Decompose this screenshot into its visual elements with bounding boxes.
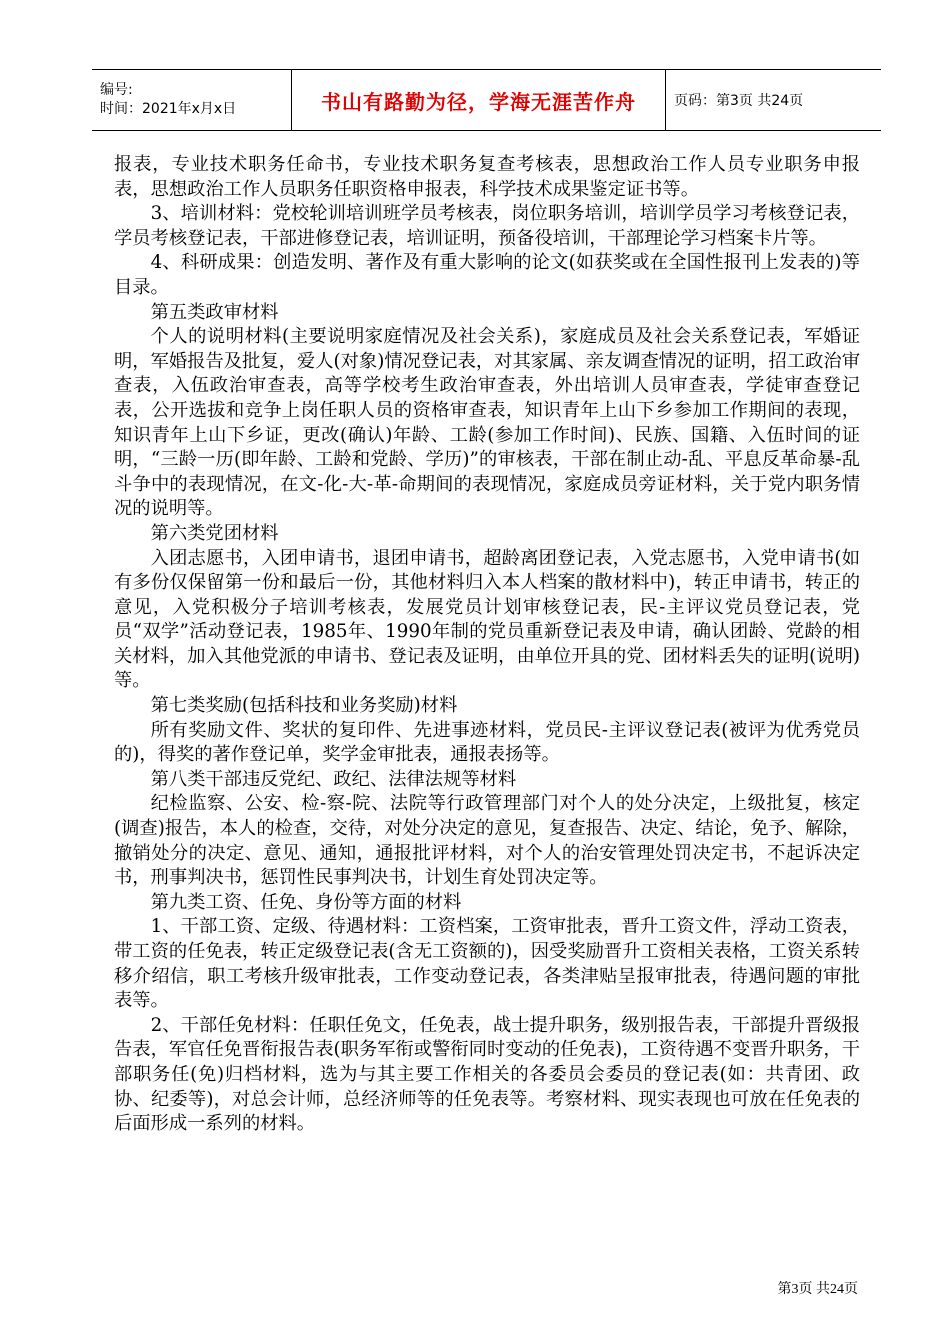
section-heading: 第六类党团材料 <box>150 522 279 544</box>
header-page-info: 页码：第3页 共24页 <box>674 93 804 109</box>
document-time-label: 时间：2021年x月x日 <box>100 101 237 117</box>
page-footer: 第3页 共24页 <box>777 1282 858 1297</box>
document-body <box>114 153 860 1137</box>
section-heading: 第七类奖励(包括科技和业务奖励)材料 <box>150 695 458 717</box>
paragraph: 所有奖励文件、奖状的复印件、先进事迹材料，党员民-主评议登记表(被评为优秀党员的)，得奖的著作登记单，奖学金审批表，通报表扬等。 <box>114 719 860 766</box>
section-heading: 第八类干部违反党纪、政纪、法律法规等材料 <box>150 768 517 790</box>
paragraph: 4、科研成果：创造发明、著作及有重大影响的论文(如获奖或在全国性报刊上发表的)等目录。 <box>114 252 860 298</box>
paragraph: 个人的说明材料(主要说明家庭情况及社会关系)，家庭成员及社会关系登记表，军婚证明，军婚报告及批复，爱人(对象)情况登记表，对其家属、亲友调查情况的证明，招工政治审查表，入伍政治审查表，高等学校考生政治审查表，外出培训人员审查表，学徒审查登记表，公开选拔和竞争上岗任职人员的资格审查表，知识青年上山下乡参加工作期间的表现，知识青年上山下乡证，更改(确认)年龄、工龄(参加工作时间)、民族、国籍、入伍时间的证明，“三龄一历(即年龄、工龄和党龄、学历)”的审核表，干部在制止动-乱、平息反革命暴-乱斗争中的表现情况，在文-化-大-革-命期间的表现情况，家庭成员旁证材料，关于党内职务情况的说明等。 <box>114 326 860 520</box>
header-meta <box>92 70 292 130</box>
paragraph: 2、干部任免材料：任职任免文，任免表，战士提升职务，级别报告表，干部提升晋级报告表，军官任免晋衔报告表(职务军衔或警衔同时变动的任免表)，工资待遇不变晋升职务，干部职务任(免)归档材料，选为与其主要工作相关的各委员会委员的登记表(如：共青团、政协、纪委等)，对总会计师，总经济师等的任免表等。考察材料、现实表现也可放在任免表的后面形成一系列的材料。 <box>114 1014 860 1135</box>
page-header <box>92 69 881 131</box>
section-heading: 第五类政审材料 <box>150 301 279 323</box>
paragraph: 入团志愿书，入团申请书，退团申请书，超龄离团登记表，入党志愿书，入党申请书(如有多份仅保留第一份和最后一份，其他材料归入本人档案的散材料中)，转正申请书，转正的意见，入党积极分子培训考核表，发展党员计划审核登记表，民-主评议党员登记表，党员“双学”活动登记表，1985年、1990年制的党员重新登记表及申请，确认团龄、党龄的相关材料，加入其他党派的申请书、登记表及证明，由单位开具的党、团材料丢失的证明(说明)等。 <box>114 547 860 692</box>
paragraph: 报表，专业技术职务任命书，专业技术职务复查考核表，思想政治工作人员专业职务申报表，思想政治工作人员职务任职资格申报表，科学技术成果鉴定证书等。 <box>114 154 860 200</box>
document-number-label: 编号: <box>100 82 133 98</box>
paragraph: 3、培训材料：党校轮训培训班学员考核表，岗位职务培训，培训学员学习考核登记表，学员考核登记表，干部进修登记表，培训证明，预备役培训，干部理论学习档案卡片等。 <box>114 203 860 249</box>
paragraph: 1、干部工资、定级、待遇材料：工资档案，工资审批表，晋升工资文件，浮动工资表，带工资的任免表，转正定级登记表(含无工资额的)，因受奖励晋升工资相关表格，工资关系转移介绍信，职工考核升级审批表，工作变动登记表，各类津贴呈报审批表，待遇问题的审批表等。 <box>114 916 860 1012</box>
paragraph: 纪检监察、公安、检-察-院、法院等行政管理部门对个人的处分决定，上级批复，核定(调查)报告，本人的检查，交待，对处分决定的意见，复查报告、决定、结论，免予、解除，撤销处分的决定、意见、通知，通报批评材料，对个人的治安管理处罚决定书，不起诉决定书，刑事判决书，惩罚性民事判决书，计划生育处罚决定等。 <box>114 793 860 889</box>
header-motto: 书山有路勤为径，学海无涯苦作舟 <box>292 70 666 130</box>
section-heading: 第九类工资、任免、身份等方面的材料 <box>150 891 462 913</box>
